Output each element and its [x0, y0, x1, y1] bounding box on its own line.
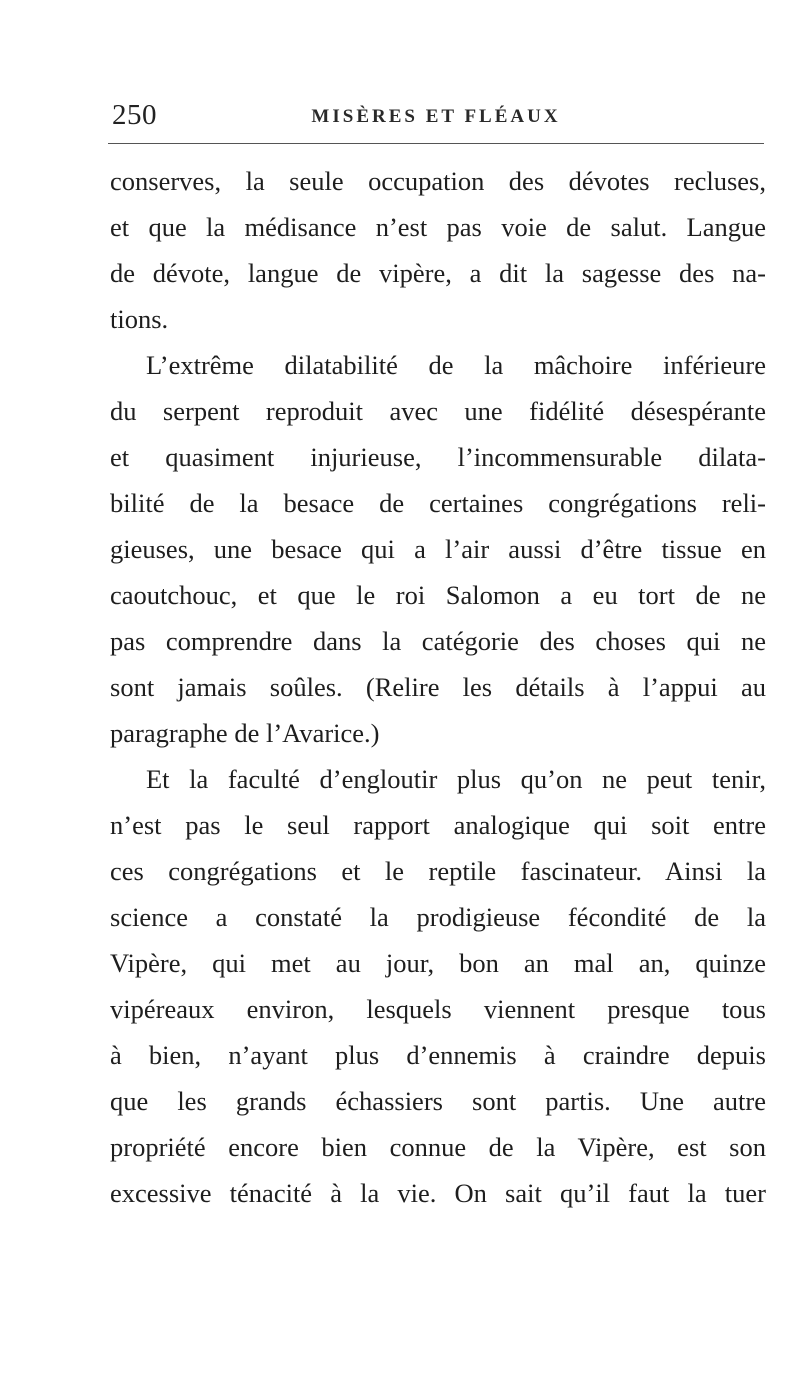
text-line: conserves, la seule occupation des dévotes recluses, — [110, 166, 766, 196]
running-head — [108, 88, 764, 132]
text-line: propriété encore bien connue de la Vipère, est son — [110, 1132, 766, 1162]
text-line: science a constaté la prodigieuse fécondité de la — [110, 902, 766, 932]
text-line: ces congrégations et le reptile fascinateur. Ainsi la — [110, 856, 766, 886]
text-line: à bien, n’ayant plus d’ennemis à craindre depuis — [110, 1040, 766, 1070]
text-line: et que la médisance n’est pas voie de salut. Langue — [110, 212, 766, 242]
text-line: vipéreaux environ, lesquels viennent presque tous — [110, 994, 766, 1024]
text-line: pas comprendre dans la catégorie des choses qui ne — [110, 626, 766, 656]
text-line: de dévote, langue de vipère, a dit la sagesse des na- — [110, 258, 766, 288]
text-line: et quasiment injurieuse, l’incommensurable dilata- — [110, 442, 766, 472]
text-line: Vipère, qui met au jour, bon an mal an, quinze — [110, 948, 766, 978]
text-line: du serpent reproduit avec une fidélité désespérante — [110, 396, 766, 426]
text-line: caoutchouc, et que le roi Salomon a eu tort de ne — [110, 580, 766, 610]
text-line: gieuses, une besace qui a l’air aussi d’être tissue en — [110, 534, 766, 564]
text-line: n’est pas le seul rapport analogique qui soit entre — [110, 810, 766, 840]
text-line: bilité de la besace de certaines congrégations reli- — [110, 488, 766, 518]
text-line: paragraphe de l’Avarice.) — [110, 718, 380, 748]
text-line: sont jamais soûles. (Relire les détails à l’appui au — [110, 672, 766, 702]
text-line: tions. — [110, 304, 169, 334]
page-number: 250 — [112, 99, 157, 131]
header-rule — [108, 143, 764, 144]
paragraph-start-line: Et la faculté d’engloutir plus qu’on ne peut tenir, — [146, 764, 766, 794]
text-line: que les grands échassiers sont partis. Une autre — [110, 1086, 766, 1116]
paragraph-start-line: L’extrême dilatabilité de la mâchoire inférieure — [146, 350, 766, 380]
body-text — [110, 158, 766, 1216]
text-line: excessive ténacité à la vie. On sait qu’il faut la tuer — [110, 1178, 766, 1208]
running-title: MISÈRES ET FLÉAUX — [311, 106, 561, 127]
